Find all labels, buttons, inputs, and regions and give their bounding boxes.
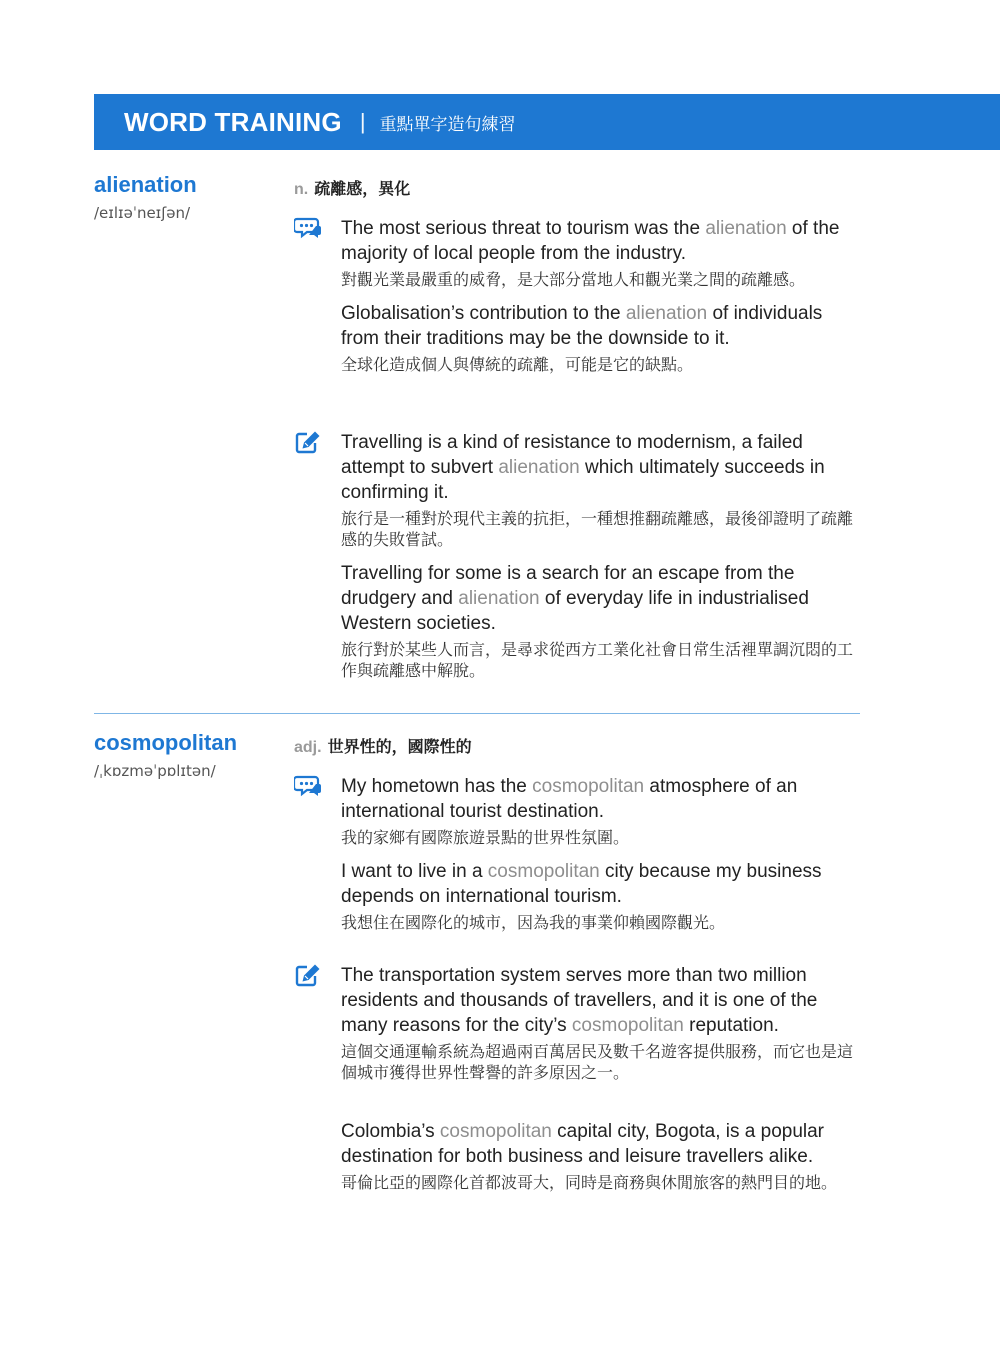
entry-pronunciation: /ˌkɒzməˈpɒlɪtən/ [94, 762, 216, 780]
highlighted-word: alienation [625, 303, 708, 324]
example-sentence [341, 774, 863, 848]
entry-divider [94, 713, 860, 714]
example-chinese: 這個交通運輸系統為超過兩百萬居民及數千名遊客提供服務，而它也是這個城市獲得世界性聲譽的許多原因之一。 [341, 1042, 854, 1082]
entry-pronunciation: /eɪlɪəˈneɪʃən/ [94, 204, 191, 222]
pencil-note-icon [294, 430, 322, 454]
speech-bubble-icon [294, 774, 322, 798]
example-english: Colombia’s cosmopolitan capital city, Bogota, is a popular destination for both business and leisure travellers alike. [341, 1121, 825, 1167]
example-chinese: 全球化造成個人與傳統的疏離，可能是它的缺點。 [341, 355, 694, 374]
example-sentence [341, 963, 863, 1083]
highlighted-word: alienation [705, 218, 787, 239]
example-chinese: 我的家鄉有國際旅遊景點的世界性氛圍。 [341, 828, 630, 847]
example-english: My hometown has the cosmopolitan atmosphere of an international tourist destination. [341, 776, 798, 822]
highlighted-word: cosmopolitan [487, 861, 600, 882]
example-english: Globalisation’s contribution to the alienation of individuals from their traditions may be the downside to it. [341, 303, 823, 349]
example-chinese: 旅行對於某些人而言，是尋求從西方工業化社會日常生活裡單調沉悶的工作與疏離感中解脫。 [341, 640, 854, 680]
example-english: I want to live in a cosmopolitan city because my business depends on international tourism. [341, 861, 822, 907]
entry-meaning: 疏離感，異化 [314, 181, 411, 198]
example-sentence [341, 301, 863, 375]
highlighted-word: alienation [498, 457, 580, 478]
header-title: WORD TRAINING [124, 106, 342, 137]
example-sentence [341, 561, 863, 681]
example-english: Travelling is a kind of resistance to modernism, a failed attempt to subvert alienation which ultimately succeeds in confirming it. [341, 432, 825, 503]
example-sentence [341, 216, 863, 290]
highlighted-word: alienation [458, 588, 540, 609]
example-english: The transportation system serves more than two million residents and thousands of travellers, and it is one of the many reasons for the city’s cosmopolitan reputation. [341, 965, 818, 1036]
speech-bubble-icon [294, 216, 322, 240]
pencil-note-icon [294, 963, 322, 987]
entry-meaning: 世界性的，國際性的 [327, 739, 472, 756]
example-chinese: 旅行是一種對於現代主義的抗拒，一種想推翻疏離感，最後卻證明了疏離感的失敗嘗試。 [341, 509, 854, 549]
header-subtitle: 重點單字造句練習 [379, 114, 516, 134]
highlighted-word: cosmopolitan [571, 1015, 684, 1036]
example-sentence [341, 859, 863, 933]
example-english: Travelling for some is a search for an escape from the drudgery and alienation of everyday life in industrialised Western societies. [341, 563, 809, 634]
header-banner [94, 94, 1000, 150]
example-sentence [341, 430, 863, 550]
example-sentence [341, 1119, 863, 1193]
example-english: The most serious threat to tourism was the alienation of the majority of local people from the industry. [341, 218, 840, 264]
highlighted-word: cosmopolitan [439, 1121, 552, 1142]
entry-word: alienation [94, 172, 197, 197]
entry-word: cosmopolitan [94, 730, 238, 755]
highlighted-word: cosmopolitan [532, 776, 645, 797]
example-chinese: 對觀光業最嚴重的威脅，是大部分當地人和觀光業之間的疏離感。 [341, 270, 806, 289]
example-chinese: 哥倫比亞的國際化首都波哥大，同時是商務與休閒旅客的熱門目的地。 [341, 1173, 838, 1192]
entry-definition [294, 176, 410, 199]
entry-definition [294, 734, 472, 757]
part-of-speech: n. [294, 181, 309, 198]
part-of-speech: adj. [294, 739, 322, 756]
header-separator: | [359, 109, 366, 134]
example-chinese: 我想住在國際化的城市，因為我的事業仰賴國際觀光。 [341, 913, 726, 932]
